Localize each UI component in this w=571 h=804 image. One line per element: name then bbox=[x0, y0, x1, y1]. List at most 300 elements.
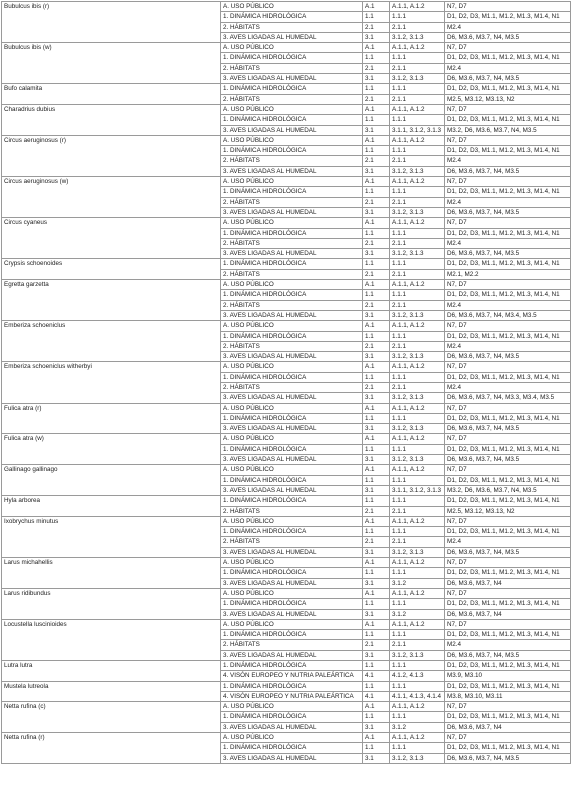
objective-cell: 1. DINÁMICA HIDROLÓGICA bbox=[221, 661, 363, 671]
measures-cell: N7, D7 bbox=[445, 702, 571, 712]
objective-cell: 1. DINÁMICA HIDROLÓGICA bbox=[221, 599, 363, 609]
sub-objective-cell: 3.1.1, 3.1.2, 3.1.3 bbox=[390, 485, 445, 495]
objective-cell: A. USO PÚBLICO bbox=[221, 135, 363, 145]
sub-objective-cell: 1.1.1 bbox=[390, 568, 445, 578]
line-cell: 3.1 bbox=[363, 74, 390, 84]
measures-cell: D1, D2, D3, M1.1, M1.2, M1.3, M1.4, N1 bbox=[445, 681, 571, 691]
measures-cell: M2.4 bbox=[445, 63, 571, 73]
line-cell: 2.1 bbox=[363, 300, 390, 310]
sub-objective-cell: 1.1.1 bbox=[390, 743, 445, 753]
line-cell: 1.1 bbox=[363, 372, 390, 382]
line-cell: 1.1 bbox=[363, 413, 390, 423]
measures-cell: D1, D2, D3, M1.1, M1.2, M1.3, M1.4, N1 bbox=[445, 444, 571, 454]
line-cell: 1.1 bbox=[363, 630, 390, 640]
table-row bbox=[2, 702, 571, 712]
measures-cell: N7, D7 bbox=[445, 135, 571, 145]
sub-objective-cell: 1.1.1 bbox=[390, 712, 445, 722]
line-cell: 1.1 bbox=[363, 53, 390, 63]
species-name-cell: Fulica atra (w) bbox=[2, 434, 221, 465]
line-cell: 2.1 bbox=[363, 238, 390, 248]
sub-objective-cell: A.1.1, A.1.2 bbox=[390, 619, 445, 629]
objective-cell: 2. HÁBITATS bbox=[221, 640, 363, 650]
species-name-cell: Hyla arborea bbox=[2, 496, 221, 517]
sub-objective-cell: 1.1.1 bbox=[390, 187, 445, 197]
objective-cell: 1. DINÁMICA HIDROLÓGICA bbox=[221, 475, 363, 485]
objective-cell: 3. AVES LIGADAS AL HUMEDAL bbox=[221, 32, 363, 42]
measures-cell: D6, M3.6, M3.7, N4, M3.5 bbox=[445, 32, 571, 42]
objective-cell: 2. HÁBITATS bbox=[221, 238, 363, 248]
measures-cell: M3.2, D6, M3.6, M3.7, N4, M3.5 bbox=[445, 125, 571, 135]
measures-cell: D6, M3.6, M3.7, N4, M3.5 bbox=[445, 424, 571, 434]
sub-objective-cell: A.1.1, A.1.2 bbox=[390, 104, 445, 114]
measures-cell: D1, D2, D3, M1.1, M1.2, M1.3, M1.4, N1 bbox=[445, 259, 571, 269]
sub-objective-cell: 3.1.1, 3.1.2, 3.1.3 bbox=[390, 125, 445, 135]
line-cell: 1.1 bbox=[363, 743, 390, 753]
sub-objective-cell: 3.1.2, 3.1.3 bbox=[390, 424, 445, 434]
line-cell: 3.1 bbox=[363, 393, 390, 403]
measures-cell: D6, M3.6, M3.7, N4 bbox=[445, 609, 571, 619]
objective-cell: A. USO PÚBLICO bbox=[221, 434, 363, 444]
sub-objective-cell: 3.1.2, 3.1.3 bbox=[390, 547, 445, 557]
measures-cell: N7, D7 bbox=[445, 43, 571, 53]
measures-cell: D1, D2, D3, M1.1, M1.2, M1.3, M1.4, N1 bbox=[445, 743, 571, 753]
objective-cell: A. USO PÚBLICO bbox=[221, 558, 363, 568]
objective-cell: A. USO PÚBLICO bbox=[221, 43, 363, 53]
measures-cell: D1, D2, D3, M1.1, M1.2, M1.3, M1.4, N1 bbox=[445, 496, 571, 506]
objective-cell: 3. AVES LIGADAS AL HUMEDAL bbox=[221, 578, 363, 588]
sub-objective-cell: 2.1.1 bbox=[390, 94, 445, 104]
measures-cell: D6, M3.6, M3.7, N4, M3.5 bbox=[445, 207, 571, 217]
objective-cell: 1. DINÁMICA HIDROLÓGICA bbox=[221, 115, 363, 125]
sub-objective-cell: A.1.1, A.1.2 bbox=[390, 403, 445, 413]
table-row bbox=[2, 619, 571, 629]
measures-cell: D6, M3.6, M3.7, N4, M3.5 bbox=[445, 753, 571, 763]
objective-cell: 2. HÁBITATS bbox=[221, 197, 363, 207]
line-cell: A.1 bbox=[363, 218, 390, 228]
measures-cell: N7, D7 bbox=[445, 465, 571, 475]
objective-cell: 1. DINÁMICA HIDROLÓGICA bbox=[221, 630, 363, 640]
species-name-cell: Circus aeruginosus (r) bbox=[2, 135, 221, 176]
species-name-cell: Bubulcus ibis (w) bbox=[2, 43, 221, 84]
objective-cell: 3. AVES LIGADAS AL HUMEDAL bbox=[221, 310, 363, 320]
species-name-cell: Crypsis schoenoides bbox=[2, 259, 221, 280]
measures-cell: D6, M3.6, M3.7, N4, M3.5 bbox=[445, 352, 571, 362]
line-cell: 1.1 bbox=[363, 568, 390, 578]
line-cell: 3.1 bbox=[363, 352, 390, 362]
sub-objective-cell: A.1.1, A.1.2 bbox=[390, 362, 445, 372]
line-cell: 1.1 bbox=[363, 444, 390, 454]
measures-cell: D6, M3.6, M3.7, N4, M3.5 bbox=[445, 166, 571, 176]
measures-cell: M2.4 bbox=[445, 341, 571, 351]
objective-cell: 3. AVES LIGADAS AL HUMEDAL bbox=[221, 393, 363, 403]
objective-cell: A. USO PÚBLICO bbox=[221, 733, 363, 743]
sub-objective-cell: 3.1.2, 3.1.3 bbox=[390, 166, 445, 176]
objective-cell: 4. VISÓN EUROPEO Y NUTRIA PALEÁRTICA bbox=[221, 691, 363, 701]
line-cell: A.1 bbox=[363, 588, 390, 598]
line-cell: 1.1 bbox=[363, 228, 390, 238]
sub-objective-cell: A.1.1, A.1.2 bbox=[390, 43, 445, 53]
measures-cell: N7, D7 bbox=[445, 516, 571, 526]
objective-cell: 1. DINÁMICA HIDROLÓGICA bbox=[221, 12, 363, 22]
objective-cell: 3. AVES LIGADAS AL HUMEDAL bbox=[221, 207, 363, 217]
table-row bbox=[2, 558, 571, 568]
line-cell: 1.1 bbox=[363, 527, 390, 537]
species-name-cell: Ixobrychus minutus bbox=[2, 516, 221, 557]
line-cell: 4.1 bbox=[363, 671, 390, 681]
objective-cell: 1. DINÁMICA HIDROLÓGICA bbox=[221, 372, 363, 382]
sub-objective-cell: 3.1.2, 3.1.3 bbox=[390, 32, 445, 42]
species-name-cell: Egretta garzetta bbox=[2, 280, 221, 321]
line-cell: A.1 bbox=[363, 321, 390, 331]
line-cell: 2.1 bbox=[363, 197, 390, 207]
objective-cell: 1. DINÁMICA HIDROLÓGICA bbox=[221, 187, 363, 197]
measures-cell: D1, D2, D3, M1.1, M1.2, M1.3, M1.4, N1 bbox=[445, 290, 571, 300]
measures-cell: M2.4 bbox=[445, 156, 571, 166]
line-cell: 1.1 bbox=[363, 146, 390, 156]
sub-objective-cell: 3.1.2, 3.1.3 bbox=[390, 249, 445, 259]
table-row bbox=[2, 588, 571, 598]
line-cell: A.1 bbox=[363, 619, 390, 629]
table-row bbox=[2, 2, 571, 12]
line-cell: 2.1 bbox=[363, 94, 390, 104]
line-cell: 3.1 bbox=[363, 207, 390, 217]
line-cell: 2.1 bbox=[363, 506, 390, 516]
table-row bbox=[2, 403, 571, 413]
table-row bbox=[2, 280, 571, 290]
line-cell: 2.1 bbox=[363, 382, 390, 392]
objective-cell: A. USO PÚBLICO bbox=[221, 177, 363, 187]
objective-cell: 1. DINÁMICA HIDROLÓGICA bbox=[221, 84, 363, 94]
line-cell: 1.1 bbox=[363, 12, 390, 22]
line-cell: A.1 bbox=[363, 280, 390, 290]
line-cell: 2.1 bbox=[363, 537, 390, 547]
sub-objective-cell: 1.1.1 bbox=[390, 444, 445, 454]
measures-cell: D6, M3.6, M3.7, N4, M3.5 bbox=[445, 74, 571, 84]
objective-cell: 1. DINÁMICA HIDROLÓGICA bbox=[221, 712, 363, 722]
measures-cell: D1, D2, D3, M1.1, M1.2, M1.3, M1.4, N1 bbox=[445, 331, 571, 341]
line-cell: 3.1 bbox=[363, 609, 390, 619]
line-cell: 2.1 bbox=[363, 341, 390, 351]
measures-cell: D1, D2, D3, M1.1, M1.2, M1.3, M1.4, N1 bbox=[445, 53, 571, 63]
measures-cell: M3.9, M3.10 bbox=[445, 671, 571, 681]
sub-objective-cell: 2.1.1 bbox=[390, 197, 445, 207]
sub-objective-cell: 1.1.1 bbox=[390, 630, 445, 640]
sub-objective-cell: A.1.1, A.1.2 bbox=[390, 516, 445, 526]
objective-cell: 2. HÁBITATS bbox=[221, 300, 363, 310]
measures-cell: D1, D2, D3, M1.1, M1.2, M1.3, M1.4, N1 bbox=[445, 413, 571, 423]
species-name-cell: Fulica atra (r) bbox=[2, 403, 221, 434]
objective-cell: 1. DINÁMICA HIDROLÓGICA bbox=[221, 331, 363, 341]
line-cell: 2.1 bbox=[363, 22, 390, 32]
objective-cell: A. USO PÚBLICO bbox=[221, 465, 363, 475]
table-row bbox=[2, 434, 571, 444]
sub-objective-cell: 1.1.1 bbox=[390, 681, 445, 691]
line-cell: A.1 bbox=[363, 434, 390, 444]
measures-cell: N7, D7 bbox=[445, 177, 571, 187]
line-cell: 2.1 bbox=[363, 269, 390, 279]
table-row bbox=[2, 135, 571, 145]
measures-cell: D1, D2, D3, M1.1, M1.2, M1.3, M1.4, N1 bbox=[445, 527, 571, 537]
sub-objective-cell: 3.1.2, 3.1.3 bbox=[390, 753, 445, 763]
line-cell: 1.1 bbox=[363, 290, 390, 300]
sub-objective-cell: A.1.1, A.1.2 bbox=[390, 702, 445, 712]
objective-cell: 1. DINÁMICA HIDROLÓGICA bbox=[221, 743, 363, 753]
objective-cell: 2. HÁBITATS bbox=[221, 537, 363, 547]
line-cell: 1.1 bbox=[363, 599, 390, 609]
sub-objective-cell: A.1.1, A.1.2 bbox=[390, 2, 445, 12]
sub-objective-cell: 2.1.1 bbox=[390, 537, 445, 547]
objective-cell: A. USO PÚBLICO bbox=[221, 2, 363, 12]
line-cell: 1.1 bbox=[363, 496, 390, 506]
sub-objective-cell: 1.1.1 bbox=[390, 475, 445, 485]
line-cell: A.1 bbox=[363, 516, 390, 526]
sub-objective-cell: 2.1.1 bbox=[390, 506, 445, 516]
line-cell: 1.1 bbox=[363, 259, 390, 269]
table-row bbox=[2, 681, 571, 691]
objective-cell: A. USO PÚBLICO bbox=[221, 588, 363, 598]
species-objectives-table bbox=[1, 1, 571, 764]
objective-cell: 3. AVES LIGADAS AL HUMEDAL bbox=[221, 753, 363, 763]
species-name-cell: Bubulcus ibis (r) bbox=[2, 2, 221, 43]
measures-cell: D6, M3.6, M3.7, N4, M3.5 bbox=[445, 455, 571, 465]
sub-objective-cell: 1.1.1 bbox=[390, 53, 445, 63]
table-row bbox=[2, 84, 571, 94]
line-cell: 3.1 bbox=[363, 753, 390, 763]
species-name-cell: Netta rufina (r) bbox=[2, 733, 221, 764]
objective-cell: A. USO PÚBLICO bbox=[221, 218, 363, 228]
objective-cell: 2. HÁBITATS bbox=[221, 94, 363, 104]
measures-cell: N7, D7 bbox=[445, 218, 571, 228]
sub-objective-cell: 2.1.1 bbox=[390, 300, 445, 310]
sub-objective-cell: 3.1.2 bbox=[390, 609, 445, 619]
line-cell: 4.1 bbox=[363, 691, 390, 701]
table-row bbox=[2, 362, 571, 372]
measures-cell: D1, D2, D3, M1.1, M1.2, M1.3, M1.4, N1 bbox=[445, 568, 571, 578]
objective-cell: A. USO PÚBLICO bbox=[221, 104, 363, 114]
line-cell: 3.1 bbox=[363, 455, 390, 465]
line-cell: 1.1 bbox=[363, 681, 390, 691]
species-name-cell: Emberiza schoeniclus bbox=[2, 321, 221, 362]
line-cell: A.1 bbox=[363, 733, 390, 743]
objective-cell: 3. AVES LIGADAS AL HUMEDAL bbox=[221, 722, 363, 732]
line-cell: 3.1 bbox=[363, 125, 390, 135]
measures-cell: M2.4 bbox=[445, 238, 571, 248]
objective-cell: A. USO PÚBLICO bbox=[221, 702, 363, 712]
measures-cell: D6, M3.6, M3.7, N4, M3.5 bbox=[445, 547, 571, 557]
line-cell: A.1 bbox=[363, 2, 390, 12]
measures-cell: N7, D7 bbox=[445, 434, 571, 444]
sub-objective-cell: 1.1.1 bbox=[390, 12, 445, 22]
measures-cell: D6, M3.6, M3.7, N4 bbox=[445, 578, 571, 588]
sub-objective-cell: 4.1.2, 4.1.3 bbox=[390, 671, 445, 681]
measures-cell: D1, D2, D3, M1.1, M1.2, M1.3, M1.4, N1 bbox=[445, 661, 571, 671]
sub-objective-cell: 4.1.1, 4.1.3, 4.1.4 bbox=[390, 691, 445, 701]
measures-cell: D1, D2, D3, M1.1, M1.2, M1.3, M1.4, N1 bbox=[445, 228, 571, 238]
objective-cell: 3. AVES LIGADAS AL HUMEDAL bbox=[221, 424, 363, 434]
objective-cell: 1. DINÁMICA HIDROLÓGICA bbox=[221, 496, 363, 506]
measures-cell: D1, D2, D3, M1.1, M1.2, M1.3, M1.4, N1 bbox=[445, 599, 571, 609]
objective-cell: 2. HÁBITATS bbox=[221, 22, 363, 32]
table-row bbox=[2, 43, 571, 53]
measures-cell: M2.5, M3.12, M3.13, N2 bbox=[445, 506, 571, 516]
measures-cell: N7, D7 bbox=[445, 558, 571, 568]
sub-objective-cell: 3.1.2, 3.1.3 bbox=[390, 650, 445, 660]
table-row bbox=[2, 321, 571, 331]
table-row bbox=[2, 259, 571, 269]
objective-cell: 1. DINÁMICA HIDROLÓGICA bbox=[221, 444, 363, 454]
sub-objective-cell: 2.1.1 bbox=[390, 238, 445, 248]
line-cell: 3.1 bbox=[363, 310, 390, 320]
objective-cell: 1. DINÁMICA HIDROLÓGICA bbox=[221, 53, 363, 63]
table-row bbox=[2, 496, 571, 506]
objective-cell: 3. AVES LIGADAS AL HUMEDAL bbox=[221, 125, 363, 135]
species-name-cell: Larus ridibundus bbox=[2, 588, 221, 619]
objective-cell: 1. DINÁMICA HIDROLÓGICA bbox=[221, 146, 363, 156]
sub-objective-cell: A.1.1, A.1.2 bbox=[390, 733, 445, 743]
sub-objective-cell: 1.1.1 bbox=[390, 228, 445, 238]
measures-cell: M3.8, M3.10, M3.11 bbox=[445, 691, 571, 701]
sub-objective-cell: 3.1.2, 3.1.3 bbox=[390, 310, 445, 320]
objective-cell: 1. DINÁMICA HIDROLÓGICA bbox=[221, 228, 363, 238]
objective-cell: A. USO PÚBLICO bbox=[221, 321, 363, 331]
objective-cell: 1. DINÁMICA HIDROLÓGICA bbox=[221, 527, 363, 537]
measures-cell: M3.2, D6, M3.6, M3.7, N4, M3.5 bbox=[445, 485, 571, 495]
measures-cell: N7, D7 bbox=[445, 619, 571, 629]
line-cell: 2.1 bbox=[363, 156, 390, 166]
sub-objective-cell: A.1.1, A.1.2 bbox=[390, 280, 445, 290]
line-cell: 3.1 bbox=[363, 485, 390, 495]
measures-cell: N7, D7 bbox=[445, 733, 571, 743]
sub-objective-cell: A.1.1, A.1.2 bbox=[390, 588, 445, 598]
objective-cell: 2. HÁBITATS bbox=[221, 382, 363, 392]
sub-objective-cell: 1.1.1 bbox=[390, 496, 445, 506]
measures-cell: M2.1, M2.2 bbox=[445, 269, 571, 279]
line-cell: A.1 bbox=[363, 104, 390, 114]
objective-cell: 1. DINÁMICA HIDROLÓGICA bbox=[221, 259, 363, 269]
objective-cell: 1. DINÁMICA HIDROLÓGICA bbox=[221, 568, 363, 578]
measures-cell: D1, D2, D3, M1.1, M1.2, M1.3, M1.4, N1 bbox=[445, 115, 571, 125]
objective-cell: 3. AVES LIGADAS AL HUMEDAL bbox=[221, 609, 363, 619]
measures-cell: M2.4 bbox=[445, 300, 571, 310]
objective-cell: 2. HÁBITATS bbox=[221, 156, 363, 166]
sub-objective-cell: A.1.1, A.1.2 bbox=[390, 177, 445, 187]
measures-cell: M2.5, M3.12, M3.13, N2 bbox=[445, 94, 571, 104]
objective-cell: 2. HÁBITATS bbox=[221, 269, 363, 279]
measures-cell: D1, D2, D3, M1.1, M1.2, M1.3, M1.4, N1 bbox=[445, 146, 571, 156]
sub-objective-cell: 1.1.1 bbox=[390, 84, 445, 94]
measures-cell: M2.4 bbox=[445, 22, 571, 32]
measures-cell: D6, M3.6, M3.7, N4 bbox=[445, 722, 571, 732]
measures-cell: D1, D2, D3, M1.1, M1.2, M1.3, M1.4, N1 bbox=[445, 372, 571, 382]
objective-cell: A. USO PÚBLICO bbox=[221, 362, 363, 372]
objective-cell: 1. DINÁMICA HIDROLÓGICA bbox=[221, 413, 363, 423]
table-row bbox=[2, 465, 571, 475]
objective-cell: 1. DINÁMICA HIDROLÓGICA bbox=[221, 681, 363, 691]
objective-cell: 2. HÁBITATS bbox=[221, 506, 363, 516]
measures-cell: D1, D2, D3, M1.1, M1.2, M1.3, M1.4, N1 bbox=[445, 187, 571, 197]
sub-objective-cell: 3.1.2 bbox=[390, 722, 445, 732]
line-cell: 2.1 bbox=[363, 640, 390, 650]
sub-objective-cell: 3.1.2 bbox=[390, 578, 445, 588]
objective-cell: A. USO PÚBLICO bbox=[221, 516, 363, 526]
objective-cell: 1. DINÁMICA HIDROLÓGICA bbox=[221, 290, 363, 300]
line-cell: A.1 bbox=[363, 135, 390, 145]
line-cell: 1.1 bbox=[363, 661, 390, 671]
objective-cell: A. USO PÚBLICO bbox=[221, 403, 363, 413]
line-cell: A.1 bbox=[363, 177, 390, 187]
sub-objective-cell: A.1.1, A.1.2 bbox=[390, 558, 445, 568]
line-cell: 3.1 bbox=[363, 166, 390, 176]
species-name-cell: Gallinago gallinago bbox=[2, 465, 221, 496]
objective-cell: 3. AVES LIGADAS AL HUMEDAL bbox=[221, 485, 363, 495]
table-row bbox=[2, 733, 571, 743]
sub-objective-cell: 1.1.1 bbox=[390, 527, 445, 537]
table-row bbox=[2, 104, 571, 114]
measures-cell: D6, M3.6, M3.7, N4, M3.5 bbox=[445, 650, 571, 660]
species-name-cell: Larus michahellis bbox=[2, 558, 221, 589]
line-cell: A.1 bbox=[363, 43, 390, 53]
measures-cell: N7, D7 bbox=[445, 104, 571, 114]
table-row bbox=[2, 661, 571, 671]
sub-objective-cell: A.1.1, A.1.2 bbox=[390, 135, 445, 145]
measures-cell: M2.4 bbox=[445, 537, 571, 547]
measures-cell: N7, D7 bbox=[445, 280, 571, 290]
species-name-cell: Lutra lutra bbox=[2, 661, 221, 682]
objective-cell: A. USO PÚBLICO bbox=[221, 619, 363, 629]
sub-objective-cell: 1.1.1 bbox=[390, 372, 445, 382]
measures-cell: D1, D2, D3, M1.1, M1.2, M1.3, M1.4, N1 bbox=[445, 630, 571, 640]
species-name-cell: Netta rufina (c) bbox=[2, 702, 221, 733]
line-cell: A.1 bbox=[363, 362, 390, 372]
species-name-cell: Circus aeruginosus (w) bbox=[2, 177, 221, 218]
measures-cell: D6, M3.6, M3.7, N4, M3.5 bbox=[445, 249, 571, 259]
sub-objective-cell: 3.1.2, 3.1.3 bbox=[390, 74, 445, 84]
sub-objective-cell: 2.1.1 bbox=[390, 269, 445, 279]
sub-objective-cell: 2.1.1 bbox=[390, 156, 445, 166]
measures-cell: N7, D7 bbox=[445, 362, 571, 372]
sub-objective-cell: 3.1.2, 3.1.3 bbox=[390, 352, 445, 362]
line-cell: 1.1 bbox=[363, 475, 390, 485]
objective-cell: 3. AVES LIGADAS AL HUMEDAL bbox=[221, 249, 363, 259]
objective-cell: A. USO PÚBLICO bbox=[221, 280, 363, 290]
line-cell: 3.1 bbox=[363, 249, 390, 259]
line-cell: 2.1 bbox=[363, 63, 390, 73]
objective-cell: 3. AVES LIGADAS AL HUMEDAL bbox=[221, 650, 363, 660]
measures-cell: D1, D2, D3, M1.1, M1.2, M1.3, M1.4, N1 bbox=[445, 475, 571, 485]
measures-cell: N7, D7 bbox=[445, 321, 571, 331]
line-cell: 3.1 bbox=[363, 578, 390, 588]
sub-objective-cell: 3.1.2, 3.1.3 bbox=[390, 393, 445, 403]
sub-objective-cell: 1.1.1 bbox=[390, 599, 445, 609]
sub-objective-cell: 2.1.1 bbox=[390, 22, 445, 32]
line-cell: 3.1 bbox=[363, 32, 390, 42]
line-cell: A.1 bbox=[363, 702, 390, 712]
line-cell: A.1 bbox=[363, 465, 390, 475]
table-row bbox=[2, 218, 571, 228]
table-body bbox=[2, 2, 571, 764]
objective-cell: 3. AVES LIGADAS AL HUMEDAL bbox=[221, 547, 363, 557]
measures-cell: N7, D7 bbox=[445, 588, 571, 598]
line-cell: 1.1 bbox=[363, 712, 390, 722]
line-cell: A.1 bbox=[363, 558, 390, 568]
measures-cell: D6, M3.6, M3.7, N4, M3.3, M3.4, M3.5 bbox=[445, 393, 571, 403]
objective-cell: 3. AVES LIGADAS AL HUMEDAL bbox=[221, 455, 363, 465]
measures-cell: M2.4 bbox=[445, 382, 571, 392]
objective-cell: 2. HÁBITATS bbox=[221, 341, 363, 351]
species-name-cell: Locustella luscinioides bbox=[2, 619, 221, 660]
sub-objective-cell: 1.1.1 bbox=[390, 115, 445, 125]
measures-cell: M2.4 bbox=[445, 640, 571, 650]
